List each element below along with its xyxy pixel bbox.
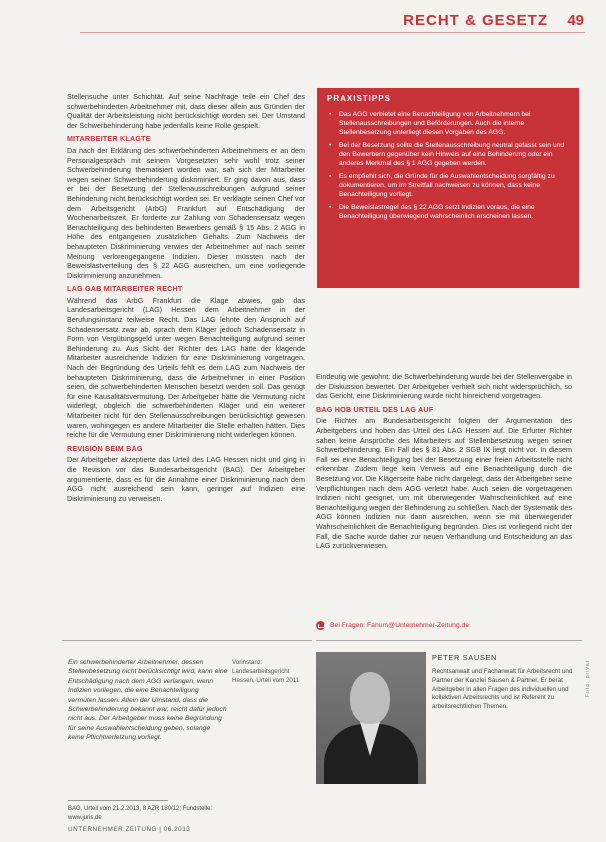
author-name: PETER SAUSEN: [432, 653, 498, 662]
list-item: • Das AGG verbietet eine Benachteiligung von Arbeitnehmern bei Stellenausschreibungen und Beförderungen. Auch die interne Stellenbesetzung unterliegt diesen Vorgaben des AGG.: [329, 110, 567, 137]
author-divider: [316, 640, 582, 641]
contact-line[interactable]: [316, 621, 469, 630]
left-column: [67, 92, 305, 504]
summary-text: Ein schwerbehinderter Arbeitnehmer, dessen Stellenbesetzung nicht berücksichtigt wird, kann eine Entschädigung nach dem AGG verlangen, wenn Indizien vorliegen, die eine Benachteiligung vermuten lassen. Allein der Umstand, dass die Schwerbehinderung bekannt war, reicht dafür jedoch nicht aus. Der Arbeitgeber muss keine Begründung für seine Auswahlentscheidung geben, solange keine Pflichtverletzung vorliegt.: [68, 659, 228, 742]
intro-paragraph: Stellensuche unter Schichtät. Auf seine Nachfrage teile ein Chef des schwerbehinderten Arbeitnehmer mit, dass dieser allein aus Gründen der Qualität der Arbeitsleistung nicht berücksichtigt worden sei. Der Umstand der Schwerbehinderung habe jedenfalls keine Rolle gespielt.: [67, 92, 305, 130]
right-column: [316, 372, 572, 552]
list-item: • Bei der Besetzung sollte die Stellenausschreibung neutral gefasst sein und den Bewerbern gegenüber kein Hinweis auf eine Behinderung oder ein anderes Merkmal des § 1 AGG gegeben werden.: [329, 141, 567, 168]
list-item: • Die Beweislastregel des § 22 AGG setzt Indizien voraus, die eine Benachteiligung überwiegend wahrscheinlich erscheinen lassen.: [329, 203, 567, 221]
tips-list: [329, 110, 567, 225]
paragraph: Der Arbeitgeber akzeptierte das Urteil des LAG Hessen nicht und ging in die Revision vor das Bundesarbeitsgericht (BAG). Der Arbeitgeber argumentierte, dass es für die Annahme einer Diskriminierung nach dem AGG nicht ausreichend sein kann, geringer auf Indizien eine Diskriminierung zu verweisen.: [67, 455, 305, 503]
paragraph: Eindeutig wie gewohnt: die Schwerbehinderung wurde bei der Stellenvergabe in der Diskussion bewertet. Der Arbeitgeber verhielt sich nicht widersprüchlich, so das Gericht, eine Diskriminierung wurde nicht hinreichend vorgetragen.: [316, 372, 572, 401]
photo-credit: Foto: privat: [585, 660, 591, 698]
paragraph: Da nach der Erklärung des schwerbehinderten Arbeitnehmers er an dem Personalgespräch mit seinem Vorgesetzten sehr wohl trotz seiner Schwerbehinderung thematisiert worden war, sah sich der Mitarbeiter wegen seiner Schwerbehinderung diskriminiert. Er ging davon aus, dass er bei der Besetzung der Stellenausschreibungen aufgrund seiner Behinderung nicht berücksichtigt worden sei. Er verklagte seinen Chef vor dem Arbeitsgericht (ArbG) Frankfurt auf Entschädigung der Wochenarbeitszeit. Er forderte zur Zahlung von Schadensersatz wegen Benachteiligung des behinderten Bewerbers gemäß § 15 Abs. 2 AGG in Höhe des entgangenen zusätzlichen Gehalts. Zum Nachweis der behaupteten Diskriminierung verwies der Arbeitnehmer auf nach seiner Meinung verlorengegangene Indizien. Dieser müssten nach der Beweislastverteilung des § 22 AGG ausreichen, um eine vorliegende Diskriminierung anzunehmen.: [67, 145, 305, 280]
header-divider: [80, 32, 585, 33]
subheading-mitarbeiter-klagte: MITARBEITER KLAGTE: [67, 134, 151, 144]
list-item: • Es empfiehlt sich, die Gründe für die Auswahlentscheidung sorgfältig zu dokumentieren, um im Streitfall nachweisen zu können, dass keine Benachteiligung vorliegt.: [329, 172, 567, 199]
page-footer: UNTERNEHMER ZEITUNG | 06.2013: [68, 826, 191, 833]
page-header: [0, 0, 606, 36]
subheading-lag: LAG GAB MITARBEITER RECHT: [67, 284, 183, 294]
side-note: Vorinstanz: Landesarbeitsgericht Hessen, Urteil vom 2011: [232, 659, 300, 684]
page-number: 49: [567, 12, 584, 29]
subheading-bag: BAG HOB URTEIL DES LAG AUF: [316, 404, 434, 414]
section-title: RECHT & GESETZ: [403, 12, 548, 29]
mail-icon: [316, 621, 325, 630]
author-photo: [316, 652, 426, 784]
source-reference: BAG, Urteil vom 21.2.2013, 8 AZR 180/12; Fundstelle: www.juris.de: [68, 806, 213, 821]
contact-email[interactable]: Bei Fragen: Fanum@Unternehmer-Zeitung.de: [330, 622, 470, 629]
practice-tips-box: [317, 88, 579, 288]
tips-title: PRAXISTIPPS: [327, 94, 391, 103]
paragraph: Während das ArbG Frankfurt die Klage abwies, gab das Landesarbeitsgericht (LAG) Hessen dem Arbeitnehmer in der Berufungsinstanz teilweise Recht. Das LAG lehnte den Anspruch auf Schadensersatz zwar ab, sprach dem Kläger jedoch Schadensersatz in Form von Vergütungsgeld unter wegen Benachteiligung aufgrund seiner Behinderung zu. Aus Sicht der Richter des LAG hätte der klagende Mitarbeiter ausreichende Indizien für eine Diskriminierung vorgetragen. Nach der Begründung des Urteils fehlt es dem LAG zum Nachweis der behaupteten Diskriminierung, dass die Arbeitnehmer in einer Position seien, die schwerbehinderten Menschen besetzt werden soll. Das genügt für eine Kausalitätsvermutung. Der Arbeitgeber hätte die Vermutung nicht widerlegt, obgleich die schwerbehinderten Kläger und ein weiterer Mitarbeiter nicht für den Stellenausschreibungen berücksichtigt gewesen waren, wohingegen es andere Mitarbeiter die Stelle erhalten hätten. Dies reiche für die Vermutung einer Diskriminierung nicht widerlegen können.: [67, 295, 305, 440]
author-bio: Rechtsanwalt und Fachanwalt für Arbeitsrecht und Partner der Kanzlei Sausen & Partner. Er berät Arbeitgeber in allen Fragen des individuellen und kollektiven Arbeitsrechts und ist Referent zu arbeitsrechtlichen Themen.: [432, 668, 573, 711]
paragraph: Die Richter am Bundesarbeitsgericht folgten der Argumentation des Arbeitgebers und hoben das Urteil des LAG Hessen auf. Die Erfurter Richter sahen keine Ansprüche des Mitarbeiters auf Stellenbesetzung wegen seiner Schwerbehinderung. Ein Fall des § 81 Abs. 2 SGB IX liegt nicht vor. In diesem Fall sei eine Benachteiligung bei der Besetzung einer freien Arbeitsstelle nicht erkennbar. Zudem liege kein Verweis auf eine Benachteiligung durch die Besetzung vor. Die Klägerseite habe nicht dargelegt, dass der Arbeitgeber seine Verpflichtungen nach dem AGG verletzt habe. Auch seien die vorgetragenen Indizien nicht geeignet, um mit überwiegender Wahrscheinlichkeit auf eine Benachteiligung wegen der Behinderung zu schließen. Nach der Systematik des AGG können Indizien nur dann ausreichen, wenn sie mit überwiegender Wahrscheinlichkeit die Benachteiligung begründen. Dies ist vorliegend nicht der Fall, die Sache wurde daher zur neuen Verhandlung und Entscheidung an das LAG zurückverwiesen.: [316, 416, 572, 551]
source-divider: [68, 800, 168, 801]
subheading-revision: REVISION BEIM BAG: [67, 443, 143, 453]
footnote-divider: [62, 640, 312, 641]
